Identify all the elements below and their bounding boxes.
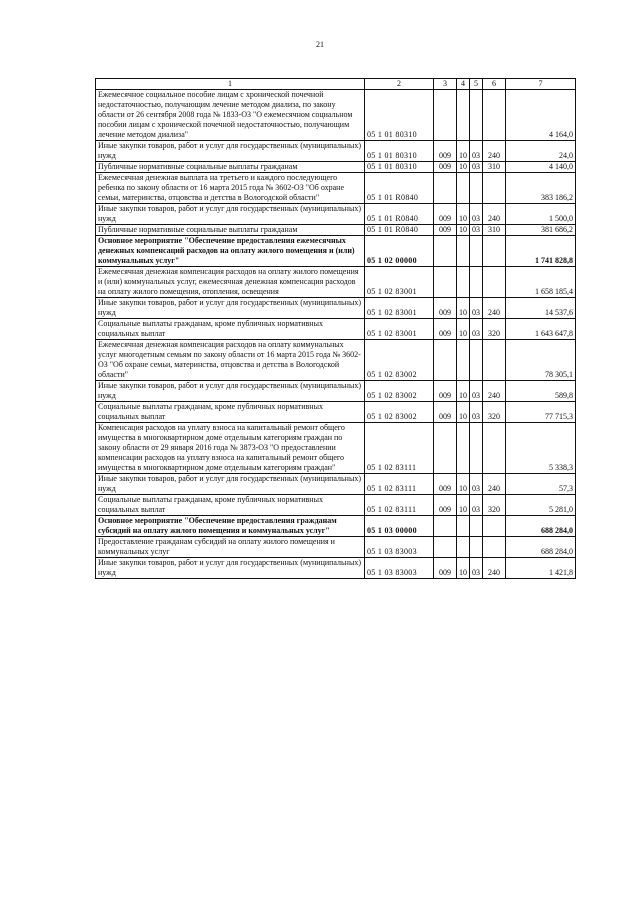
cell-c3: 009 xyxy=(434,162,457,173)
cell-amount: 1 741 828,8 xyxy=(506,236,576,267)
cell-c3: 009 xyxy=(434,298,457,319)
cell-code: 05 1 02 00000 xyxy=(365,236,434,267)
cell-c6 xyxy=(483,423,506,474)
cell-c4: 10 xyxy=(457,381,470,402)
cell-c5: 03 xyxy=(470,495,483,516)
cell-amount: 77 715,3 xyxy=(506,402,576,423)
cell-code: 05 1 02 83111 xyxy=(365,474,434,495)
cell-name: Иные закупки товаров, работ и услуг для государственных (муниципальных) нужд xyxy=(96,381,365,402)
cell-c6: 240 xyxy=(483,381,506,402)
cell-c6: 320 xyxy=(483,495,506,516)
table-body xyxy=(96,90,576,579)
cell-amount: 1 500,0 xyxy=(506,204,576,225)
cell-name: Основное мероприятие "Обеспечение предоставления гражданам субсидий на оплату жилого помещения и коммунальных услуг" xyxy=(96,516,365,537)
cell-code: 05 1 02 83002 xyxy=(365,340,434,381)
cell-c6 xyxy=(483,340,506,381)
cell-c5: 03 xyxy=(470,381,483,402)
table-row xyxy=(96,298,576,319)
cell-name: Публичные нормативные социальные выплаты гражданам xyxy=(96,225,365,236)
cell-c4: 10 xyxy=(457,162,470,173)
table-header-row xyxy=(96,79,576,90)
cell-name: Иные закупки товаров, работ и услуг для государственных (муниципальных) нужд xyxy=(96,474,365,495)
cell-code: 05 1 02 83001 xyxy=(365,298,434,319)
cell-code: 05 1 01 R0840 xyxy=(365,173,434,204)
header-col-7: 7 xyxy=(506,79,576,90)
cell-c5: 03 xyxy=(470,298,483,319)
cell-c6: 240 xyxy=(483,474,506,495)
table-row xyxy=(96,402,576,423)
cell-amount: 78 305,1 xyxy=(506,340,576,381)
cell-c5 xyxy=(470,267,483,298)
cell-c6 xyxy=(483,90,506,141)
cell-c3 xyxy=(434,340,457,381)
table-row xyxy=(96,204,576,225)
cell-code: 05 1 02 83111 xyxy=(365,423,434,474)
cell-c5 xyxy=(470,236,483,267)
cell-name: Социальные выплаты гражданам, кроме публичных нормативных социальных выплат xyxy=(96,319,365,340)
cell-amount: 1 643 647,8 xyxy=(506,319,576,340)
cell-c4 xyxy=(457,236,470,267)
cell-code: 05 1 03 00000 xyxy=(365,516,434,537)
cell-c6: 320 xyxy=(483,319,506,340)
cell-name: Ежемесячная денежная компенсация расходов на оплату коммунальных услуг многодетным семьям по закону области от 16 марта 2015 года № 3602-ОЗ "Об охране семьи, материнства, отцовства и детства в Вологодской области" xyxy=(96,340,365,381)
cell-c3 xyxy=(434,537,457,558)
cell-c4: 10 xyxy=(457,225,470,236)
cell-name: Социальные выплаты гражданам, кроме публичных нормативных социальных выплат xyxy=(96,402,365,423)
cell-c3: 009 xyxy=(434,495,457,516)
table-row xyxy=(96,225,576,236)
cell-code: 05 1 02 83002 xyxy=(365,381,434,402)
cell-c4: 10 xyxy=(457,402,470,423)
cell-c4: 10 xyxy=(457,298,470,319)
cell-c6 xyxy=(483,173,506,204)
cell-c3 xyxy=(434,423,457,474)
cell-amount: 4 164,0 xyxy=(506,90,576,141)
cell-code: 05 1 03 83003 xyxy=(365,558,434,579)
cell-c6 xyxy=(483,516,506,537)
cell-c6: 240 xyxy=(483,558,506,579)
header-col-1: 1 xyxy=(96,79,365,90)
cell-c4 xyxy=(457,423,470,474)
cell-c6 xyxy=(483,236,506,267)
cell-c5: 03 xyxy=(470,204,483,225)
table-row xyxy=(96,381,576,402)
cell-c4 xyxy=(457,90,470,141)
cell-c5: 03 xyxy=(470,319,483,340)
cell-name: Иные закупки товаров, работ и услуг для государственных (муниципальных) нужд xyxy=(96,204,365,225)
header-col-6: 6 xyxy=(483,79,506,90)
cell-amount: 5 338,3 xyxy=(506,423,576,474)
cell-code: 05 1 01 R0840 xyxy=(365,225,434,236)
cell-c3: 009 xyxy=(434,141,457,162)
cell-amount: 4 140,0 xyxy=(506,162,576,173)
cell-c4: 10 xyxy=(457,558,470,579)
table-row xyxy=(96,162,576,173)
cell-c4 xyxy=(457,267,470,298)
cell-amount: 1 658 185,4 xyxy=(506,267,576,298)
cell-c5: 03 xyxy=(470,225,483,236)
cell-name: Публичные нормативные социальные выплаты гражданам xyxy=(96,162,365,173)
cell-c6 xyxy=(483,267,506,298)
cell-c5 xyxy=(470,516,483,537)
cell-c5: 03 xyxy=(470,402,483,423)
cell-c4: 10 xyxy=(457,495,470,516)
table-row xyxy=(96,423,576,474)
table-row xyxy=(96,90,576,141)
cell-code: 05 1 01 80310 xyxy=(365,141,434,162)
cell-c4 xyxy=(457,340,470,381)
cell-c6: 320 xyxy=(483,402,506,423)
cell-c3 xyxy=(434,90,457,141)
table-row xyxy=(96,319,576,340)
cell-c6: 240 xyxy=(483,204,506,225)
cell-c5 xyxy=(470,173,483,204)
table-row xyxy=(96,267,576,298)
cell-code: 05 1 02 83001 xyxy=(365,267,434,298)
cell-c5: 03 xyxy=(470,141,483,162)
cell-code: 05 1 01 80310 xyxy=(365,162,434,173)
cell-amount: 383 186,2 xyxy=(506,173,576,204)
cell-c5 xyxy=(470,340,483,381)
budget-table xyxy=(95,78,576,579)
cell-amount: 5 281,0 xyxy=(506,495,576,516)
cell-name: Ежемесячное социальное пособие лицам с хронической почечной недостаточностью, получающим лечение методом диализа, по закону области от 26 сентября 2008 года № 1833-ОЗ "О ежемесячном социальном пособии лицам с хронической почечной недостаточностью, получающим лечение методом диализа" xyxy=(96,90,365,141)
header-col-5: 5 xyxy=(470,79,483,90)
cell-c4 xyxy=(457,537,470,558)
cell-c5: 03 xyxy=(470,162,483,173)
cell-c3 xyxy=(434,173,457,204)
cell-code: 05 1 02 83001 xyxy=(365,319,434,340)
table-row xyxy=(96,474,576,495)
cell-amount: 589,8 xyxy=(506,381,576,402)
cell-c6: 240 xyxy=(483,298,506,319)
cell-name: Предоставление гражданам субсидий на оплату жилого помещения и коммунальных услуг xyxy=(96,537,365,558)
cell-code: 05 1 03 83003 xyxy=(365,537,434,558)
cell-name: Компенсация расходов на уплату взноса на капитальный ремонт общего имущества в многоквартирном доме отдельным категориям граждан по закону области от 29 января 2016 года № 3873-ОЗ "О предоставлении компенсации расходов на уплату взноса на капитальный ремонт общего имущества в многоквартирном доме отдельным категориям граждан" xyxy=(96,423,365,474)
cell-name: Ежемесячная денежная компенсация расходов на оплату жилого помещения и (или) коммунальных услуг, ежемесячная денежная компенсация расходов на оплату жилого помещения, отопления, освещения xyxy=(96,267,365,298)
table-row xyxy=(96,141,576,162)
cell-c3: 009 xyxy=(434,319,457,340)
cell-amount: 57,3 xyxy=(506,474,576,495)
cell-c5 xyxy=(470,90,483,141)
cell-name: Основное мероприятие "Обеспечение предоставления ежемесячных денежных компенсаций расходов на оплату жилого помещения и (или) коммунальных услуг" xyxy=(96,236,365,267)
cell-name: Социальные выплаты гражданам, кроме публичных нормативных социальных выплат xyxy=(96,495,365,516)
cell-c4 xyxy=(457,173,470,204)
cell-amount: 14 537,6 xyxy=(506,298,576,319)
cell-name: Иные закупки товаров, работ и услуг для государственных (муниципальных) нужд xyxy=(96,141,365,162)
cell-c4: 10 xyxy=(457,474,470,495)
cell-amount: 381 686,2 xyxy=(506,225,576,236)
table-row xyxy=(96,516,576,537)
cell-c4: 10 xyxy=(457,319,470,340)
cell-code: 05 1 02 83002 xyxy=(365,402,434,423)
cell-c5: 03 xyxy=(470,474,483,495)
cell-c3 xyxy=(434,267,457,298)
cell-c4 xyxy=(457,516,470,537)
cell-c3: 009 xyxy=(434,402,457,423)
table-row xyxy=(96,537,576,558)
table-row xyxy=(96,495,576,516)
header-col-4: 4 xyxy=(457,79,470,90)
table-row xyxy=(96,236,576,267)
cell-amount: 688 284,0 xyxy=(506,516,576,537)
cell-c4: 10 xyxy=(457,141,470,162)
cell-code: 05 1 01 R0840 xyxy=(365,204,434,225)
table-row xyxy=(96,340,576,381)
cell-c3: 009 xyxy=(434,381,457,402)
header-col-2: 2 xyxy=(365,79,434,90)
cell-c4: 10 xyxy=(457,204,470,225)
table-row xyxy=(96,558,576,579)
cell-name: Иные закупки товаров, работ и услуг для государственных (муниципальных) нужд xyxy=(96,558,365,579)
cell-c5 xyxy=(470,537,483,558)
cell-c6: 310 xyxy=(483,225,506,236)
header-col-3: 3 xyxy=(434,79,457,90)
table-row xyxy=(96,173,576,204)
cell-c3 xyxy=(434,236,457,267)
cell-c3: 009 xyxy=(434,225,457,236)
cell-amount: 688 284,0 xyxy=(506,537,576,558)
cell-code: 05 1 02 83111 xyxy=(365,495,434,516)
cell-c3: 009 xyxy=(434,558,457,579)
cell-name: Ежемесячная денежная выплата на третьего и каждого последующего ребенка по закону области от 16 марта 2015 года № 3602-ОЗ "Об охране семьи, материнства, отцовства и детства в Вологодской области" xyxy=(96,173,365,204)
cell-c6: 240 xyxy=(483,141,506,162)
cell-name: Иные закупки товаров, работ и услуг для государственных (муниципальных) нужд xyxy=(96,298,365,319)
cell-c6 xyxy=(483,537,506,558)
cell-c6: 310 xyxy=(483,162,506,173)
cell-amount: 24,0 xyxy=(506,141,576,162)
cell-c3: 009 xyxy=(434,474,457,495)
cell-amount: 1 421,8 xyxy=(506,558,576,579)
cell-c5 xyxy=(470,423,483,474)
cell-c5: 03 xyxy=(470,558,483,579)
page-number: 21 xyxy=(316,40,324,49)
cell-c3 xyxy=(434,516,457,537)
cell-c3: 009 xyxy=(434,204,457,225)
cell-code: 05 1 01 80310 xyxy=(365,90,434,141)
